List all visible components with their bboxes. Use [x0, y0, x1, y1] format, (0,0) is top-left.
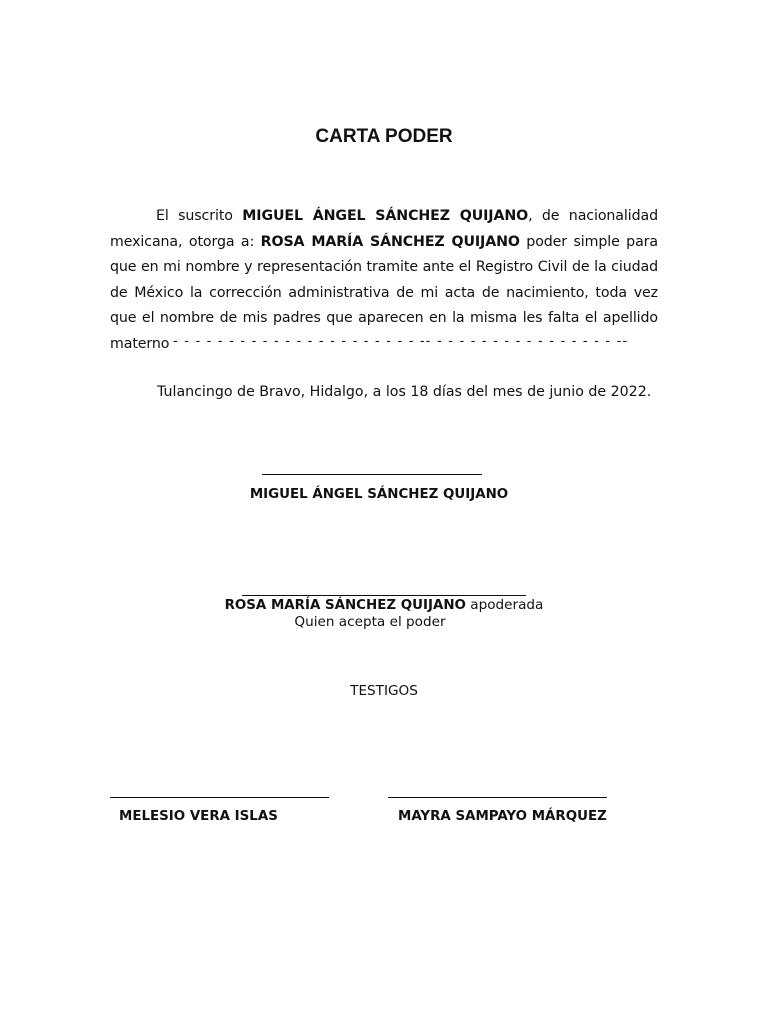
- witness-2-name: MAYRA SAMPAYO MÁRQUEZ: [398, 809, 607, 824]
- grantee-role: apoderada: [465, 597, 544, 613]
- paragraph-text-2: , de nacionalidad mexicana, otorga a:: [110, 208, 658, 250]
- grantee-name: ROSA MARÍA SÁNCHEZ QUIJANO: [260, 233, 520, 250]
- witness-1-name: MELESIO VERA ISLAS: [119, 809, 278, 824]
- dash-separator: - - - - - - - - - - - - - - - - - - - - - - -- - - - - - - - - - - - - - - - - --: [173, 334, 629, 349]
- grantee-acceptance-note: Quien acepta el poder: [294, 614, 446, 630]
- witness-1-signature-line: [110, 797, 329, 798]
- grantee-signature-line: [242, 595, 526, 596]
- paragraph-text-1: El suscrito: [156, 208, 243, 224]
- grantor-name: MIGUEL ÁNGEL SÁNCHEZ QUIJANO: [242, 208, 529, 224]
- place-date: Tulancingo de Bravo, Hidalgo, a los 18 días del mes de junio de 2022.: [157, 384, 652, 400]
- grantor-signature-name: MIGUEL ÁNGEL SÁNCHEZ QUIJANO: [249, 487, 509, 502]
- witness-2-signature-line: [388, 797, 607, 798]
- grantee-signature-block: [0, 597, 768, 613]
- document-title: CARTA PODER: [315, 126, 453, 147]
- paragraph-text-3: poder simple para que en mi nombre y representación tramite ante el Registro Civil de la ciudad de México la corrección administrativa de mi acta de nacimiento, toda vez que el nombre de mis padres que aparecen en la misma les falta el apellido materno: [110, 233, 658, 352]
- witnesses-heading: TESTIGOS: [350, 683, 418, 699]
- grantor-signature-line: [262, 474, 482, 475]
- grantee-signature-name: ROSA MARÍA SÁNCHEZ QUIJANO: [224, 598, 466, 613]
